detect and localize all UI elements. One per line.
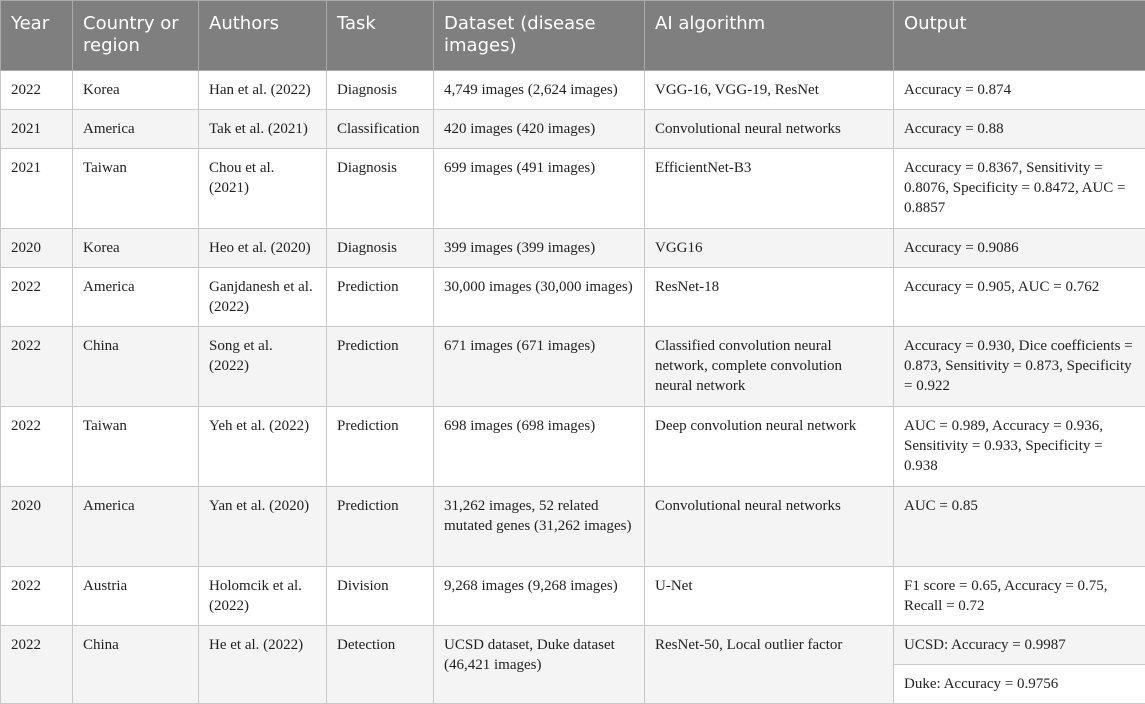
cell-output: AUC = 0.85 [894,487,1145,567]
header-dataset: Dataset (disease images) [434,1,645,71]
table-row [1,407,1145,487]
cell-task: Classification [327,110,434,149]
table-row [1,327,1145,407]
cell-year: 2022 [1,567,73,626]
cell-task: Prediction [327,268,434,327]
cell-country: Korea [73,229,199,268]
cell-country: Taiwan [73,407,199,487]
cell-authors: Song et al. (2022) [199,327,327,407]
cell-output: Accuracy = 0.88 [894,110,1145,149]
cell-authors: Chou et al. (2021) [199,149,327,229]
cell-algorithm: ResNet-18 [645,268,894,327]
cell-task: Prediction [327,407,434,487]
table-row [1,567,1145,626]
header-authors: Authors [199,1,327,71]
cell-task: Diagnosis [327,149,434,229]
cell-dataset: 4,749 images (2,624 images) [434,71,645,110]
cell-year: 2020 [1,229,73,268]
cell-output: Accuracy = 0.874 [894,71,1145,110]
cell-country: Taiwan [73,149,199,229]
cell-algorithm: EfficientNet-B3 [645,149,894,229]
cell-algorithm: ResNet-50, Local outlier factor [645,626,894,704]
table-row [1,229,1145,268]
cell-year: 2020 [1,487,73,567]
cell-country: China [73,626,199,704]
cell-year: 2021 [1,149,73,229]
cell-output: Accuracy = 0.8367, Sensitivity = 0.8076, Specificity = 0.8472, AUC = 0.8857 [894,149,1145,229]
cell-dataset: 30,000 images (30,000 images) [434,268,645,327]
cell-algorithm: VGG16 [645,229,894,268]
cell-dataset: 9,268 images (9,268 images) [434,567,645,626]
cell-authors: He et al. (2022) [199,626,327,704]
cell-output: UCSD: Accuracy = 0.9987 [894,626,1145,665]
cell-dataset: 399 images (399 images) [434,229,645,268]
table-row [1,626,1145,665]
cell-authors: Heo et al. (2020) [199,229,327,268]
cell-task: Diagnosis [327,229,434,268]
cell-country: China [73,327,199,407]
cell-task: Detection [327,626,434,704]
cell-algorithm: Convolutional neural networks [645,487,894,567]
header-country: Country or region [73,1,199,71]
cell-authors: Yeh et al. (2022) [199,407,327,487]
cell-output: AUC = 0.989, Accuracy = 0.936, Sensitivity = 0.933, Specificity = 0.938 [894,407,1145,487]
cell-authors: Tak et al. (2021) [199,110,327,149]
header-task: Task [327,1,434,71]
table-row [1,149,1145,229]
cell-task: Division [327,567,434,626]
cell-output: Accuracy = 0.930, Dice coefficients = 0.873, Sensitivity = 0.873, Specificity = 0.922 [894,327,1145,407]
header-output: Output [894,1,1145,71]
cell-authors: Han et al. (2022) [199,71,327,110]
cell-output: Accuracy = 0.9086 [894,229,1145,268]
cell-dataset: 699 images (491 images) [434,149,645,229]
cell-year: 2022 [1,71,73,110]
cell-task: Prediction [327,487,434,567]
cell-authors: Ganjdanesh et al. (2022) [199,268,327,327]
cell-year: 2022 [1,407,73,487]
cell-dataset: 698 images (698 images) [434,407,645,487]
cell-country: Austria [73,567,199,626]
cell-year: 2021 [1,110,73,149]
cell-year: 2022 [1,327,73,407]
cell-dataset: 31,262 images, 52 related mutated genes (31,262 images) [434,487,645,567]
cell-algorithm: Deep convolution neural network [645,407,894,487]
cell-country: America [73,487,199,567]
cell-algorithm: Classified convolution neural network, complete convolution neural network [645,327,894,407]
header-algorithm: AI algorithm [645,1,894,71]
cell-authors: Yan et al. (2020) [199,487,327,567]
cell-task: Prediction [327,327,434,407]
table-row [1,71,1145,110]
cell-algorithm: U-Net [645,567,894,626]
cell-country: Korea [73,71,199,110]
cell-task: Diagnosis [327,71,434,110]
cell-year: 2022 [1,268,73,327]
header-year: Year [1,1,73,71]
cell-dataset: UCSD dataset, Duke dataset (46,421 images) [434,626,645,704]
cell-country: America [73,268,199,327]
table-row [1,268,1145,327]
cell-dataset: 420 images (420 images) [434,110,645,149]
cell-dataset: 671 images (671 images) [434,327,645,407]
cell-year: 2022 [1,626,73,704]
table-row [1,487,1145,567]
cell-output: F1 score = 0.65, Accuracy = 0.75, Recall = 0.72 [894,567,1145,626]
cell-algorithm: Convolutional neural networks [645,110,894,149]
cell-authors: Holomcik et al. (2022) [199,567,327,626]
cell-output: Duke: Accuracy = 0.9756 [894,665,1145,704]
cell-output: Accuracy = 0.905, AUC = 0.762 [894,268,1145,327]
cell-country: America [73,110,199,149]
cell-algorithm: VGG-16, VGG-19, ResNet [645,71,894,110]
header-row [1,1,1145,71]
table-row [1,110,1145,149]
